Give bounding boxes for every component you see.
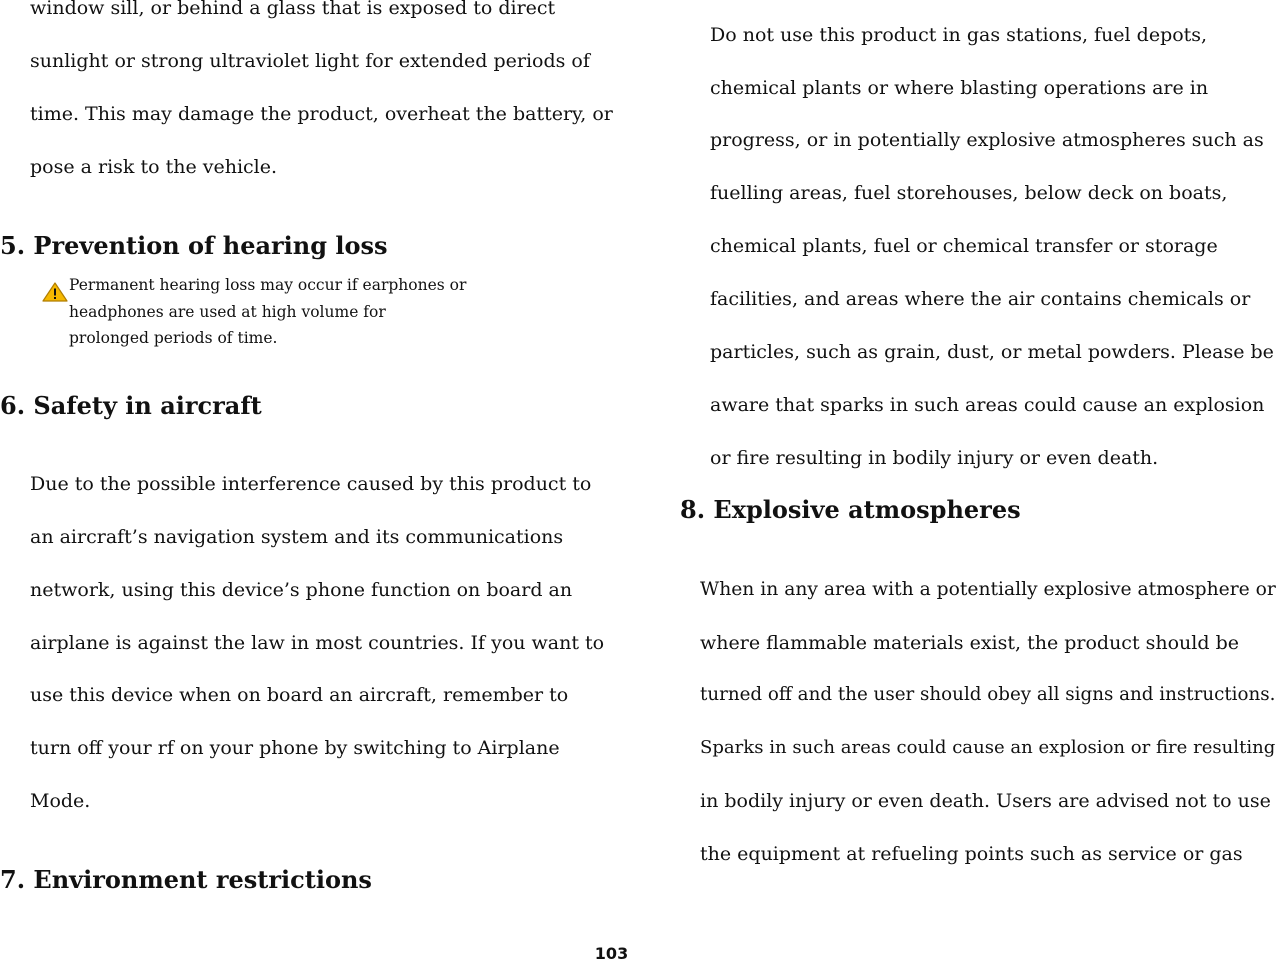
section-5-heading: 5. Prevention of hearing loss	[0, 231, 388, 260]
section-7-line: facilities, and areas where the air contains chemicals or	[710, 288, 1251, 310]
section-7-line: particles, such as grain, dust, or metal powders. Please be	[710, 341, 1274, 363]
section-7-heading: 7. Environment restrictions	[0, 865, 372, 894]
section-7-line: or fire resulting in bodily injury or even death.	[710, 447, 1159, 469]
section-8-line: in bodily injury or even death. Users are advised not to use	[700, 790, 1271, 812]
section-8-line: When in any area with a potentially explosive atmosphere or	[700, 579, 1276, 600]
section-7-line: fuelling areas, fuel storehouses, below deck on boats,	[710, 182, 1228, 204]
page-number: 103	[594, 944, 629, 963]
section-7-line: chemical plants or where blasting operations are in	[710, 77, 1209, 99]
intro-line: pose a risk to the vehicle.	[30, 156, 278, 178]
warning-triangle-icon	[42, 281, 68, 303]
section-7-line: Do not use this product in gas stations, fuel depots,	[710, 24, 1208, 46]
section-6-line: Due to the possible interference caused by this product to	[30, 473, 592, 495]
section-6-line: airplane is against the law in most countries. If you want to	[30, 632, 605, 654]
intro-line: time. This may damage the product, overheat the battery, or	[30, 103, 613, 125]
section-8-heading: 8. Explosive atmospheres	[680, 495, 1021, 524]
section-6-line: use this device when on board an aircraft, remember to	[30, 684, 569, 706]
section-7-line: progress, or in potentially explosive atmospheres such as	[710, 129, 1264, 151]
section-8-line: Sparks in such areas could cause an explosion or fire resulting	[700, 737, 1276, 758]
section-7-line: aware that sparks in such areas could cause an explosion	[710, 394, 1265, 416]
section-6-line: network, using this device’s phone function on board an	[30, 579, 573, 601]
section-6-line: Mode.	[30, 790, 91, 812]
section-6-line: an aircraft’s navigation system and its communications	[30, 526, 564, 548]
section-8-line: the equipment at refueling points such as service or gas	[700, 843, 1243, 865]
section-6-line: turn off your rf on your phone by switching to Airplane	[30, 737, 560, 759]
section-8-line: turned off and the user should obey all signs and instructions.	[700, 684, 1276, 705]
section-7-line: chemical plants, fuel or chemical transfer or storage	[710, 235, 1218, 257]
section-8-line: where flammable materials exist, the product should be	[700, 632, 1239, 654]
warning-line: Permanent hearing loss may occur if earphones or	[69, 276, 467, 294]
warning-line: prolonged periods of time.	[69, 329, 278, 347]
intro-line: sunlight or strong ultraviolet light for extended periods of	[30, 50, 590, 72]
intro-line: window sill, or behind a glass that is exposed to direct	[30, 0, 556, 19]
warning-line: headphones are used at high volume for	[69, 303, 386, 321]
section-6-heading: 6. Safety in aircraft	[0, 391, 262, 420]
